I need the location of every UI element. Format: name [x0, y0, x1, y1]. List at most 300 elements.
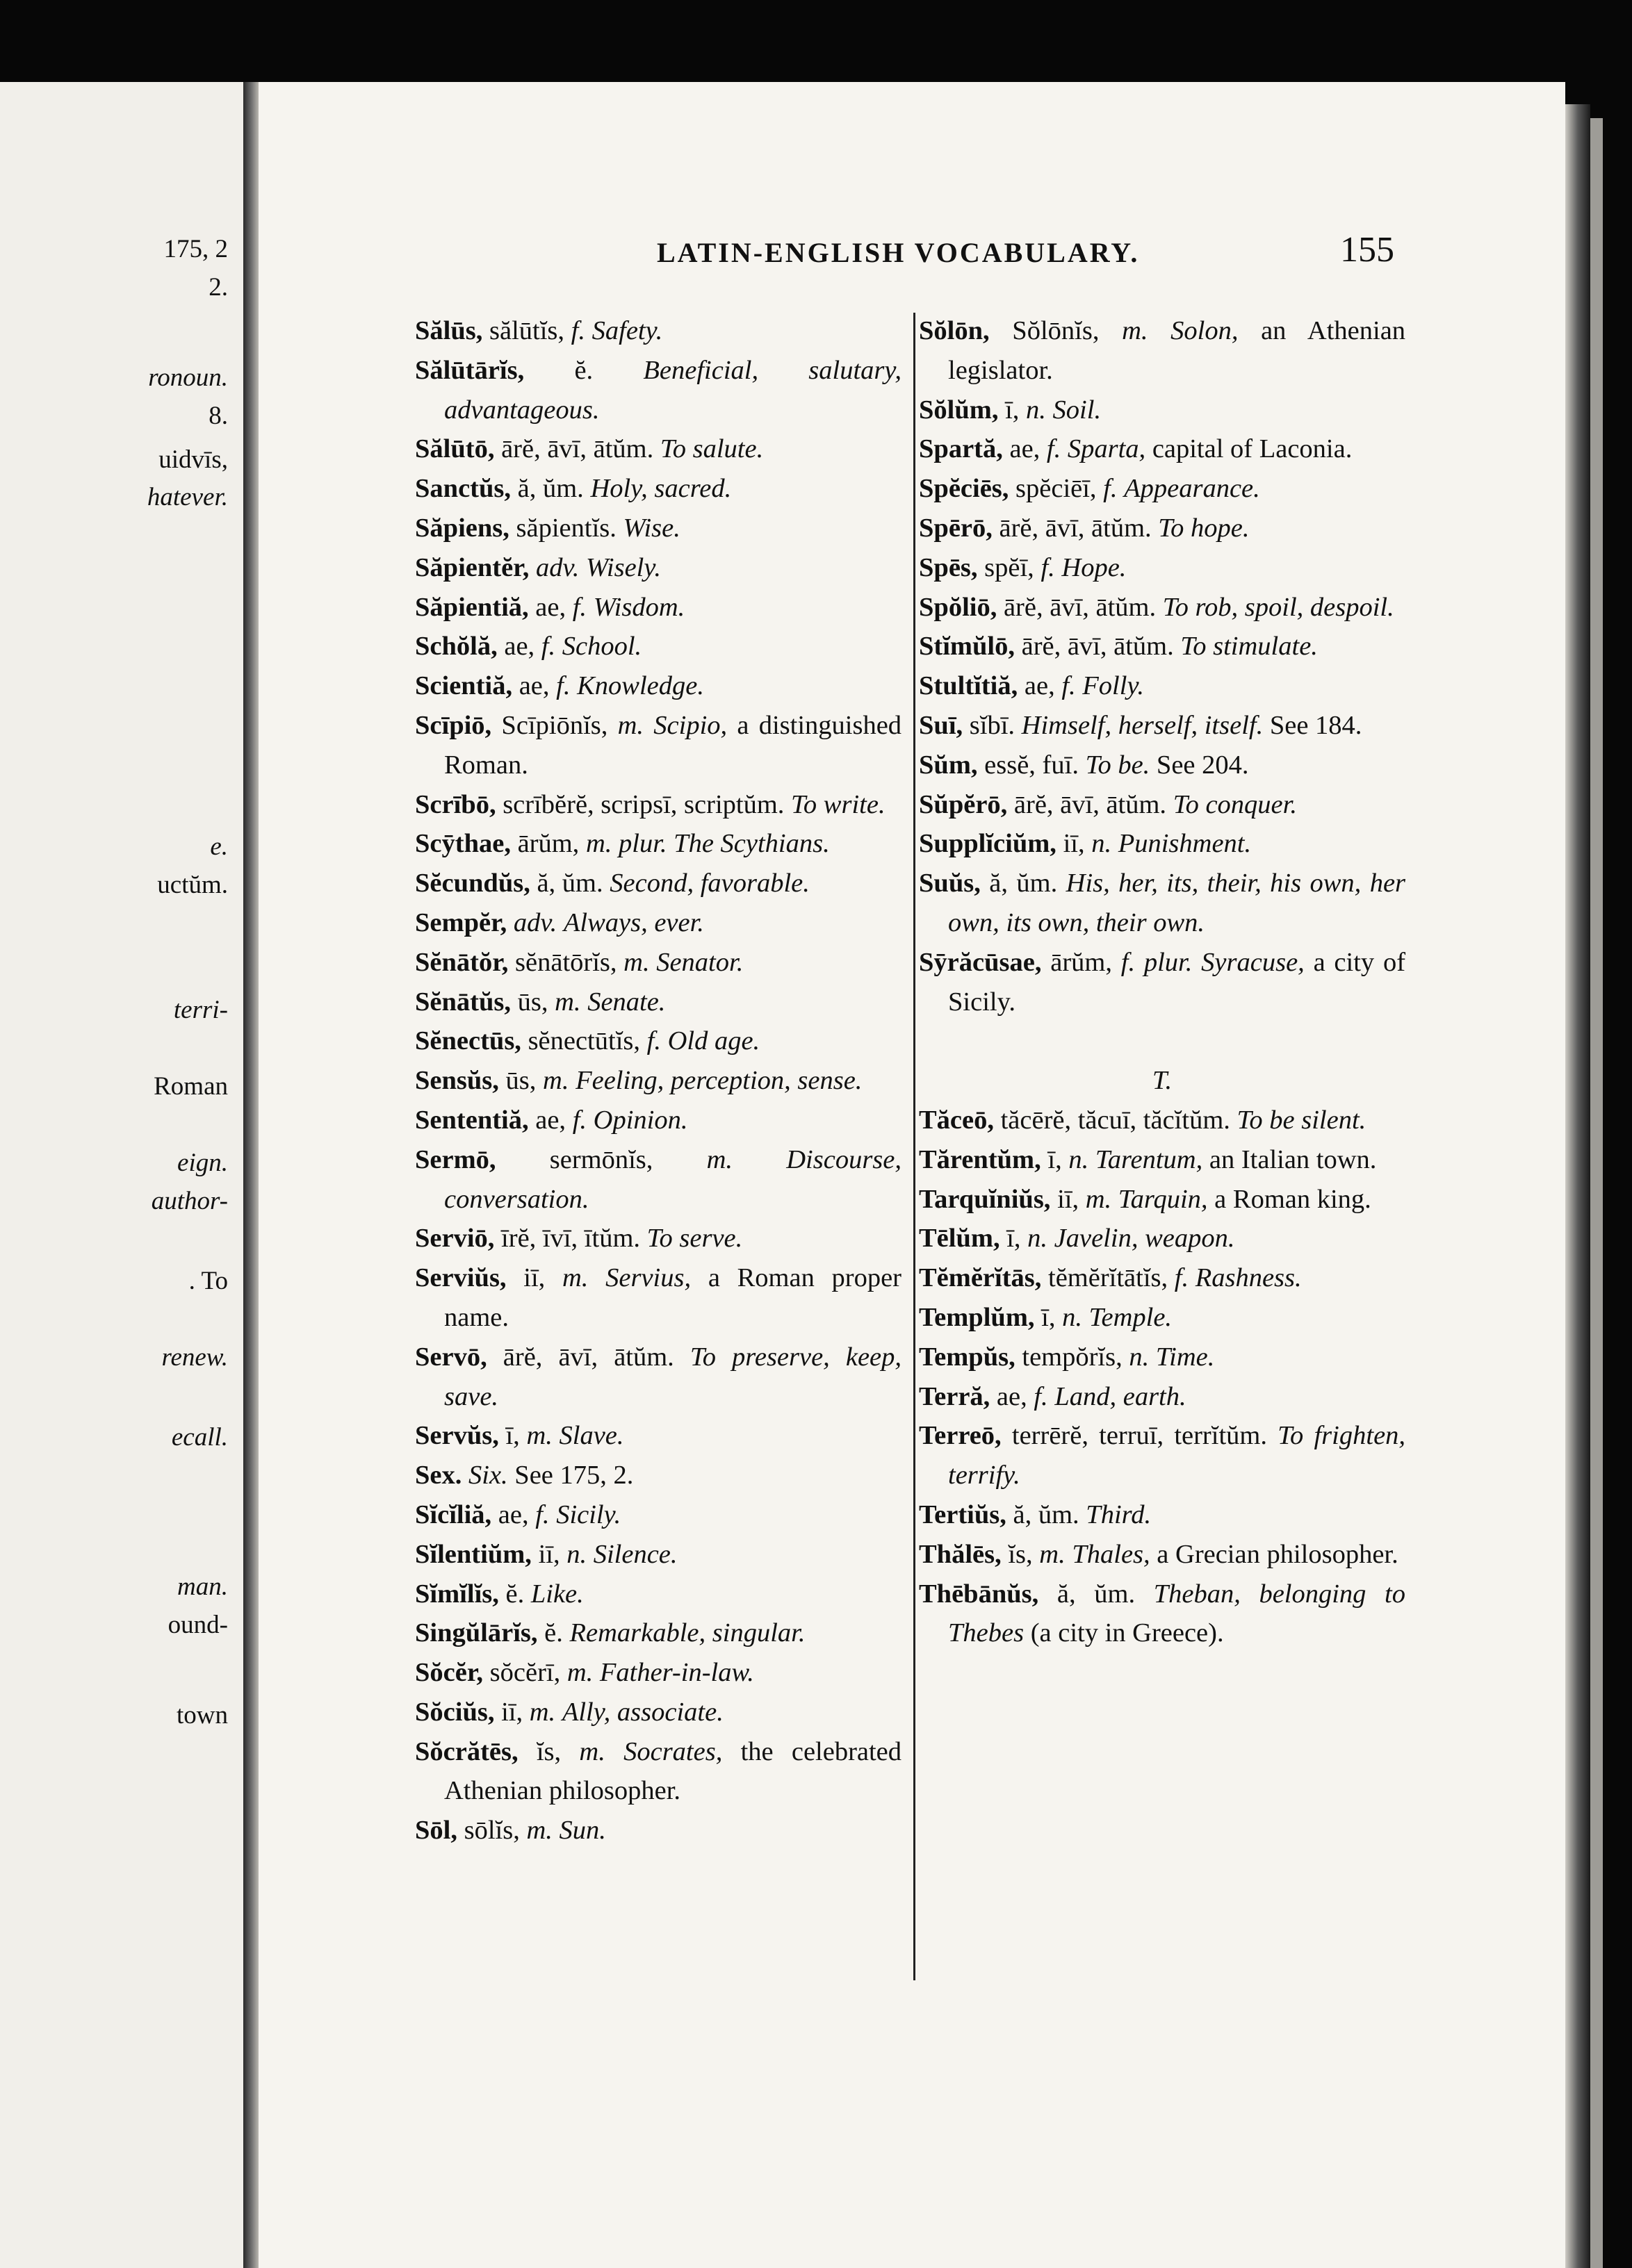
entry-headword: Scīpiō,	[415, 710, 492, 740]
vocabulary-entry	[415, 351, 901, 430]
entry-headword: Tĕmĕrĭtās,	[919, 1263, 1042, 1293]
entry-inflection: ārŭm,	[1050, 947, 1112, 977]
entry-inflection: sĕnātōrĭs,	[515, 947, 617, 977]
entry-inflection: sōlĭs,	[464, 1816, 520, 1846]
entry-inflection: ă, ŭm.	[989, 869, 1058, 898]
entry-definition: The Scythians.	[674, 829, 830, 859]
entry-definition: Wisely.	[585, 552, 661, 582]
entry-inflection: ĭs,	[1008, 1539, 1033, 1569]
vocabulary-entry	[415, 666, 901, 706]
entry-headword: Sĕnectūs,	[415, 1026, 521, 1056]
entry-part-of-speech: n.	[1091, 829, 1112, 859]
page-edge-strip	[1590, 118, 1603, 2268]
entry-definition: Ally, associate.	[562, 1697, 724, 1727]
entry-part-of-speech: m.	[529, 1697, 556, 1727]
entry-part-of-speech: f.	[572, 1105, 587, 1135]
entry-inflection: ī,	[1006, 1224, 1021, 1254]
entry-definition: His, her, its, their, his own, her own, its own, their own.	[948, 869, 1406, 937]
entry-part-of-speech: f.	[572, 592, 587, 622]
entry-definition: Punishment.	[1118, 829, 1252, 859]
entry-part-of-speech: m.	[623, 947, 650, 977]
entry-headword: Sōl,	[415, 1816, 457, 1846]
entry-definition: Slave.	[559, 1421, 624, 1451]
entry-headword: Sanctŭs,	[415, 474, 512, 504]
entry-headword: Stĭmŭlō,	[919, 632, 1015, 662]
entry-inflection: iī,	[538, 1539, 560, 1569]
entry-headword: Servō,	[415, 1342, 487, 1372]
vocabulary-entry	[919, 1180, 1405, 1219]
entry-definition: Syracuse,	[1201, 947, 1305, 977]
entry-definition: Appearance.	[1124, 474, 1260, 504]
vocabulary-entry	[415, 1456, 901, 1495]
entry-inflection: iī,	[1057, 1184, 1079, 1214]
vocabulary-entry	[415, 983, 901, 1022]
entry-headword: Sermō,	[415, 1144, 496, 1174]
vocabulary-entry	[415, 1219, 901, 1258]
vocabulary-entry	[415, 1732, 902, 1811]
entry-part-of-speech: f.	[1046, 434, 1061, 464]
entry-definition: Rashness.	[1195, 1263, 1302, 1293]
vocabulary-entry	[919, 548, 1405, 588]
vocabulary-entry	[919, 1377, 1405, 1417]
entry-headword: Sempĕr,	[415, 907, 507, 937]
entry-note: an Athenian legislator.	[948, 316, 1406, 385]
vocabulary-entry	[415, 1811, 901, 1850]
entry-headword: Sȳrăcūsae,	[919, 947, 1042, 977]
entry-inflection: ă, ŭm.	[517, 474, 584, 504]
entry-definition: Wisdom.	[593, 592, 685, 622]
entry-headword: Sĕnātŏr,	[415, 947, 509, 977]
left-page-fragment: 175, 2	[163, 235, 228, 263]
vocabulary-entry	[415, 1575, 901, 1614]
entry-definition: Sparta,	[1067, 434, 1146, 464]
right-column	[919, 311, 1405, 1653]
entry-part-of-speech: f.	[1041, 552, 1055, 582]
vocabulary-entry	[919, 588, 1405, 627]
entry-inflection: ae,	[504, 632, 535, 662]
entry-part-of-speech: f.	[1103, 474, 1118, 504]
entry-headword: Sŭm,	[919, 750, 978, 780]
entry-headword: Spĕciēs,	[919, 474, 1009, 504]
left-page-fragment: 8.	[209, 402, 228, 430]
entry-part-of-speech: n.	[1026, 395, 1046, 425]
entry-inflection: ārĕ, āvī, ātŭm.	[501, 434, 654, 464]
entry-inflection: ī,	[1041, 1302, 1056, 1332]
entry-part-of-speech: n.	[1062, 1302, 1082, 1332]
entry-definition: Feeling, perception, sense.	[576, 1066, 863, 1096]
entry-definition: To preserve, keep, save.	[444, 1342, 901, 1411]
entry-definition: Thales,	[1072, 1539, 1150, 1569]
entry-note: a Grecian philosopher.	[1157, 1539, 1398, 1569]
vocabulary-entry	[919, 1101, 1405, 1140]
entry-part-of-speech: m. plur.	[585, 829, 667, 859]
entry-part-of-speech: adv.	[513, 907, 557, 937]
vocabulary-entry	[415, 1140, 901, 1219]
vocabulary-entry	[919, 785, 1405, 825]
entry-headword: Scȳthae,	[415, 829, 511, 859]
entry-definition: Folly.	[1082, 671, 1145, 701]
page-gutter	[243, 82, 259, 2268]
entry-headword: Spēs,	[919, 552, 978, 582]
entry-headword: Terră,	[919, 1381, 990, 1411]
entry-inflection: Sŏlōnĭs,	[1012, 316, 1100, 345]
entry-inflection: ă, ŭm.	[537, 869, 603, 898]
entry-headword: Sŏlōn,	[919, 316, 990, 345]
vocabulary-entry	[919, 1219, 1405, 1258]
entry-part-of-speech: m.	[543, 1066, 569, 1096]
entry-inflection: ĭs,	[536, 1736, 562, 1766]
entry-headword: Sex.	[415, 1461, 462, 1490]
entry-headword: Sŭpĕrō,	[919, 789, 1008, 819]
entry-inflection: ae,	[1024, 671, 1055, 701]
vocabulary-entry	[919, 627, 1405, 666]
running-header: LATIN-ENGLISH VOCABULARY.	[657, 237, 1140, 268]
entry-headword: Sĭmĭlĭs,	[415, 1579, 499, 1609]
entry-definition: To frighten, terrify.	[948, 1421, 1406, 1490]
entry-note: See 184.	[1269, 710, 1362, 740]
entry-headword: Tarquĭniŭs,	[919, 1184, 1051, 1214]
vocabulary-entry	[919, 1575, 1405, 1654]
entry-definition: Holy, sacred.	[590, 474, 732, 504]
entry-headword: Tărentŭm,	[919, 1144, 1041, 1174]
left-page-fragment: ound-	[168, 1611, 228, 1639]
entry-headword: Sĭcĭliă,	[415, 1499, 492, 1529]
entry-part-of-speech: f.	[541, 632, 556, 662]
entry-definition: Senate.	[587, 987, 666, 1017]
entry-inflection: iī,	[501, 1697, 523, 1727]
vocabulary-entry	[919, 1416, 1406, 1495]
entry-part-of-speech: m.	[526, 1816, 553, 1846]
entry-inflection: sĭbī.	[969, 710, 1015, 740]
left-page-fragment: terri-	[173, 996, 228, 1024]
vocabulary-entry	[415, 1101, 901, 1140]
vocabulary-entry	[415, 588, 901, 627]
entry-part-of-speech: f.	[571, 316, 585, 345]
entry-headword: Scrībō,	[415, 789, 496, 819]
vocabulary-entry	[415, 311, 901, 351]
entry-headword: Schŏlă,	[415, 632, 498, 662]
entry-headword: Servŭs,	[415, 1421, 499, 1451]
entry-headword: Serviŭs,	[415, 1263, 507, 1293]
entry-part-of-speech: n.	[1027, 1224, 1048, 1254]
entry-definition: Discourse, conversation.	[444, 1144, 901, 1214]
entry-headword: Sŏcĕr,	[415, 1658, 484, 1688]
vocabulary-entry	[415, 864, 901, 903]
entry-definition: Javelin, weapon.	[1054, 1224, 1235, 1254]
entry-definition: School.	[562, 632, 642, 662]
entry-headword: Tăceō,	[919, 1105, 994, 1135]
vocabulary-entry	[919, 429, 1405, 469]
entry-definition: To be.	[1085, 750, 1150, 780]
entry-inflection: ae,	[519, 671, 550, 701]
column-divider	[913, 313, 915, 1980]
entry-part-of-speech: f.	[535, 1499, 550, 1529]
entry-part-of-speech: m.	[617, 710, 644, 740]
vocabulary-entry	[919, 666, 1405, 706]
entry-note: See 175, 2.	[514, 1461, 634, 1490]
entry-inflection: ārĕ, āvī, ātŭm.	[1013, 789, 1167, 819]
entry-inflection: ă, ŭm.	[1056, 1579, 1136, 1609]
entry-inflection: scrībĕrĕ, scripsī, scriptŭm.	[503, 789, 785, 819]
entry-note: an Italian town.	[1209, 1144, 1377, 1174]
entry-definition: Hope.	[1061, 552, 1127, 582]
entry-headword: Tēlŭm,	[919, 1224, 1000, 1254]
entry-inflection: sermōnĭs,	[549, 1144, 653, 1174]
vocabulary-entry	[919, 469, 1405, 509]
entry-definition: Himself, herself, itself.	[1021, 710, 1264, 740]
entry-headword: Singŭlārĭs,	[415, 1618, 538, 1648]
entry-note: capital of Laconia.	[1152, 434, 1353, 464]
entry-inflection: tăcērĕ, tăcuī, tăcĭtŭm.	[1000, 1105, 1230, 1135]
entry-definition: Socrates,	[623, 1736, 723, 1766]
entry-inflection: ĕ.	[574, 355, 594, 385]
entry-headword: Supplĭciŭm,	[919, 829, 1056, 859]
entry-headword: Terreō,	[919, 1421, 1002, 1451]
entry-inflection: iī,	[1063, 829, 1085, 859]
vocabulary-entry	[919, 1535, 1405, 1575]
entry-inflection: ae,	[1009, 434, 1041, 464]
entry-inflection: ūs,	[517, 987, 548, 1017]
entry-headword: Sensŭs,	[415, 1066, 499, 1096]
vocabulary-entry	[415, 548, 901, 588]
entry-definition: Knowledge.	[577, 671, 704, 701]
entry-inflection: ae,	[498, 1499, 529, 1529]
entry-definition: Father-in-law.	[599, 1658, 754, 1688]
vocabulary-entry	[415, 1495, 901, 1535]
entry-definition: Scipio,	[653, 710, 728, 740]
entry-inflection: tĕmĕrĭtātĭs,	[1048, 1263, 1168, 1293]
entry-part-of-speech: m.	[1122, 316, 1148, 345]
entry-definition: To conquer.	[1173, 789, 1297, 819]
entry-definition: Time.	[1155, 1342, 1215, 1372]
vocabulary-entry	[415, 1535, 901, 1575]
left-page-fragment: renew.	[161, 1343, 228, 1372]
entry-definition: To salute.	[660, 434, 764, 464]
vocabulary-entry	[919, 1258, 1405, 1298]
vocabulary-entry	[919, 1298, 1405, 1338]
entry-note: the celebrated Athenian philosopher.	[444, 1736, 902, 1806]
entry-headword: Spērō,	[919, 513, 993, 543]
vocabulary-entry	[415, 1693, 901, 1732]
left-page-fragment: . To	[188, 1267, 228, 1295]
entry-part-of-speech: adv.	[535, 552, 580, 582]
left-page-fragment: ronoun.	[148, 363, 228, 392]
entry-inflection: īrĕ, īvī, ītŭm.	[501, 1224, 641, 1254]
entry-headword: Săpientiă,	[415, 592, 529, 622]
vocabulary-entry	[919, 746, 1405, 785]
entry-inflection: iī,	[523, 1263, 546, 1293]
entry-part-of-speech: f.	[556, 671, 571, 701]
entry-inflection: ă, ŭm.	[1013, 1499, 1079, 1529]
entry-inflection: sălūtĭs,	[489, 316, 565, 345]
entry-note: a Roman proper name.	[444, 1263, 901, 1332]
entry-headword: Suī,	[919, 710, 963, 740]
vocabulary-entry	[415, 469, 901, 509]
vocabulary-entry	[415, 943, 901, 983]
entry-headword: Templŭm,	[919, 1302, 1035, 1332]
entry-definition: Always, ever.	[563, 907, 704, 937]
entry-inflection: ae,	[535, 1105, 566, 1135]
entry-part-of-speech: f.	[1061, 671, 1076, 701]
entry-part-of-speech: f.	[646, 1026, 661, 1056]
entry-definition: Land, earth.	[1054, 1381, 1186, 1411]
entry-inflection: ī,	[1005, 395, 1020, 425]
entry-definition: To serve.	[646, 1224, 743, 1254]
entry-inflection: ī,	[505, 1421, 520, 1451]
entry-headword: Sŏlŭm,	[919, 395, 999, 425]
vocabulary-entry	[415, 627, 901, 666]
entry-inflection: ĕ.	[544, 1618, 563, 1648]
entry-definition: Soil.	[1052, 395, 1102, 425]
vocabulary-entry	[415, 706, 902, 785]
left-page-fragment: Roman	[154, 1072, 228, 1101]
entry-headword: Sălūtārĭs,	[415, 355, 525, 385]
entry-inflection: ārĕ, āvī, ātŭm.	[1003, 592, 1157, 622]
entry-definition: To write.	[791, 789, 886, 819]
entry-definition: Third.	[1086, 1499, 1152, 1529]
entry-headword: Serviō,	[415, 1224, 495, 1254]
entry-headword: Tertiŭs,	[919, 1499, 1006, 1529]
entry-part-of-speech: m.	[566, 1658, 594, 1688]
entry-inflection: Scīpiōnĭs,	[501, 710, 608, 740]
entry-part-of-speech: f. plur.	[1120, 947, 1193, 977]
vocabulary-entry	[415, 903, 901, 943]
entry-headword: Spartă,	[919, 434, 1003, 464]
entry-note: See 204.	[1156, 750, 1249, 780]
entry-note: a city of Sicily.	[948, 947, 1406, 1017]
entry-definition: Safety.	[591, 316, 663, 345]
vocabulary-entry	[415, 1061, 901, 1101]
entry-inflection: terrērĕ, terruī, terrĭtŭm.	[1011, 1421, 1267, 1451]
left-column	[415, 311, 901, 1850]
vocabulary-entry	[415, 429, 901, 469]
vocabulary-entry	[919, 1495, 1405, 1535]
vocabulary-entry	[415, 824, 901, 864]
entry-inflection: ārĕ, āvī, ātŭm.	[999, 513, 1152, 543]
entry-headword: Stultĭtiă,	[919, 671, 1018, 701]
entry-inflection: ārĕ, āvī, ātŭm.	[503, 1342, 674, 1372]
entry-headword: Sălūtō,	[415, 434, 495, 464]
entry-headword: Săpientĕr,	[415, 552, 530, 582]
entry-headword: Săpiens,	[415, 513, 509, 543]
left-page-fragment: e.	[210, 832, 228, 861]
vocabulary-entry	[415, 1258, 901, 1338]
left-page-fragment: uctŭm.	[157, 871, 228, 899]
entry-inflection: spĕī,	[984, 552, 1034, 582]
entry-headword: Scientiă,	[415, 671, 513, 701]
entry-definition: To be silent.	[1237, 1105, 1366, 1135]
entry-definition: Tarentum,	[1095, 1144, 1203, 1174]
entry-definition: Solon,	[1170, 316, 1239, 345]
entry-definition: Six.	[468, 1461, 508, 1490]
entry-inflection: ūs,	[505, 1066, 537, 1096]
left-page-fragment: man.	[177, 1572, 228, 1601]
vocabulary-entry	[415, 509, 901, 548]
vocabulary-entry	[415, 785, 901, 825]
vocabulary-entry	[919, 864, 1406, 943]
entry-inflection: spĕciēī,	[1015, 474, 1097, 504]
entry-headword: Sŏciŭs,	[415, 1697, 495, 1727]
entry-inflection: ārĕ, āvī, ātŭm.	[1021, 632, 1174, 662]
left-page-fragment: eign.	[177, 1149, 228, 1177]
vocabulary-entry	[919, 391, 1405, 430]
vocabulary-entry	[919, 1338, 1405, 1377]
entry-inflection: ī,	[1047, 1144, 1062, 1174]
entry-part-of-speech: m.	[555, 987, 581, 1017]
entry-headword: Sĕcundŭs,	[415, 869, 530, 898]
vocabulary-entry	[415, 1653, 901, 1693]
left-page-fragment: ecall.	[171, 1423, 228, 1452]
entry-part-of-speech: f.	[1174, 1263, 1189, 1293]
entry-definition: To stimulate.	[1180, 632, 1318, 662]
entry-part-of-speech: n.	[566, 1539, 587, 1569]
vocabulary-entry	[919, 509, 1405, 548]
entry-inflection: ae,	[996, 1381, 1027, 1411]
entry-definition: Opinion.	[593, 1105, 688, 1135]
entry-definition: Like.	[530, 1579, 584, 1609]
entry-inflection: sŏcĕrī,	[489, 1658, 561, 1688]
entry-note: a distinguished Roman.	[444, 710, 902, 780]
left-page-fragment: town	[177, 1701, 228, 1729]
entry-headword: Sŏcrătēs,	[415, 1736, 519, 1766]
entry-definition: Tarquin,	[1118, 1184, 1208, 1214]
left-page-fragment: author-	[151, 1187, 228, 1215]
entry-definition: To hope.	[1158, 513, 1250, 543]
entry-part-of-speech: m.	[579, 1736, 605, 1766]
entry-inflection: săpientĭs.	[516, 513, 617, 543]
entry-definition: Silence.	[593, 1539, 678, 1569]
entry-headword: Suŭs,	[919, 869, 981, 898]
left-page-fragment: hatever.	[147, 483, 228, 511]
section-gap	[919, 1021, 1405, 1061]
entry-part-of-speech: m.	[562, 1263, 589, 1293]
entry-headword: Sententiă,	[415, 1105, 529, 1135]
left-page-fragment: uidvīs,	[158, 445, 228, 474]
entry-headword: Thălēs,	[919, 1539, 1002, 1569]
entry-part-of-speech: m.	[1085, 1184, 1112, 1214]
entry-part-of-speech: m.	[526, 1421, 553, 1451]
entry-headword: Thēbānŭs,	[919, 1579, 1039, 1609]
vocabulary-entry	[415, 1613, 901, 1653]
entry-inflection: sĕnectūtĭs,	[528, 1026, 641, 1056]
entry-definition: Second, favorable.	[610, 869, 810, 898]
entry-definition: Beneficial, salutary, advantageous.	[444, 355, 901, 425]
left-page-fragment: 2.	[209, 273, 228, 302]
vocabulary-entry	[415, 1021, 901, 1061]
entry-note: a Roman king.	[1214, 1184, 1371, 1214]
entry-definition: Temple.	[1088, 1302, 1173, 1332]
vocabulary-entry	[919, 311, 1406, 391]
entry-inflection: essĕ, fuī.	[984, 750, 1079, 780]
entry-definition: Old age.	[667, 1026, 760, 1056]
section-heading: T.	[1152, 1066, 1173, 1096]
entry-inflection: tempŏrĭs,	[1022, 1342, 1123, 1372]
entry-inflection: ae,	[535, 592, 566, 622]
entry-headword: Sĕnātŭs,	[415, 987, 512, 1017]
entry-part-of-speech: n.	[1129, 1342, 1150, 1372]
vocabulary-entry	[919, 943, 1406, 1022]
vocabulary-entry	[415, 1416, 901, 1456]
vocabulary-entry	[919, 824, 1405, 864]
entry-definition: Sicily.	[556, 1499, 621, 1529]
entry-part-of-speech: m.	[1039, 1539, 1066, 1569]
entry-headword: Tempŭs,	[919, 1342, 1015, 1372]
entry-inflection: ĕ.	[505, 1579, 525, 1609]
entry-definition: Sun.	[559, 1816, 606, 1846]
entry-definition: To rob, spoil, despoil.	[1162, 592, 1394, 622]
vocabulary-entry	[919, 706, 1405, 746]
left-facing-page	[0, 82, 243, 2268]
